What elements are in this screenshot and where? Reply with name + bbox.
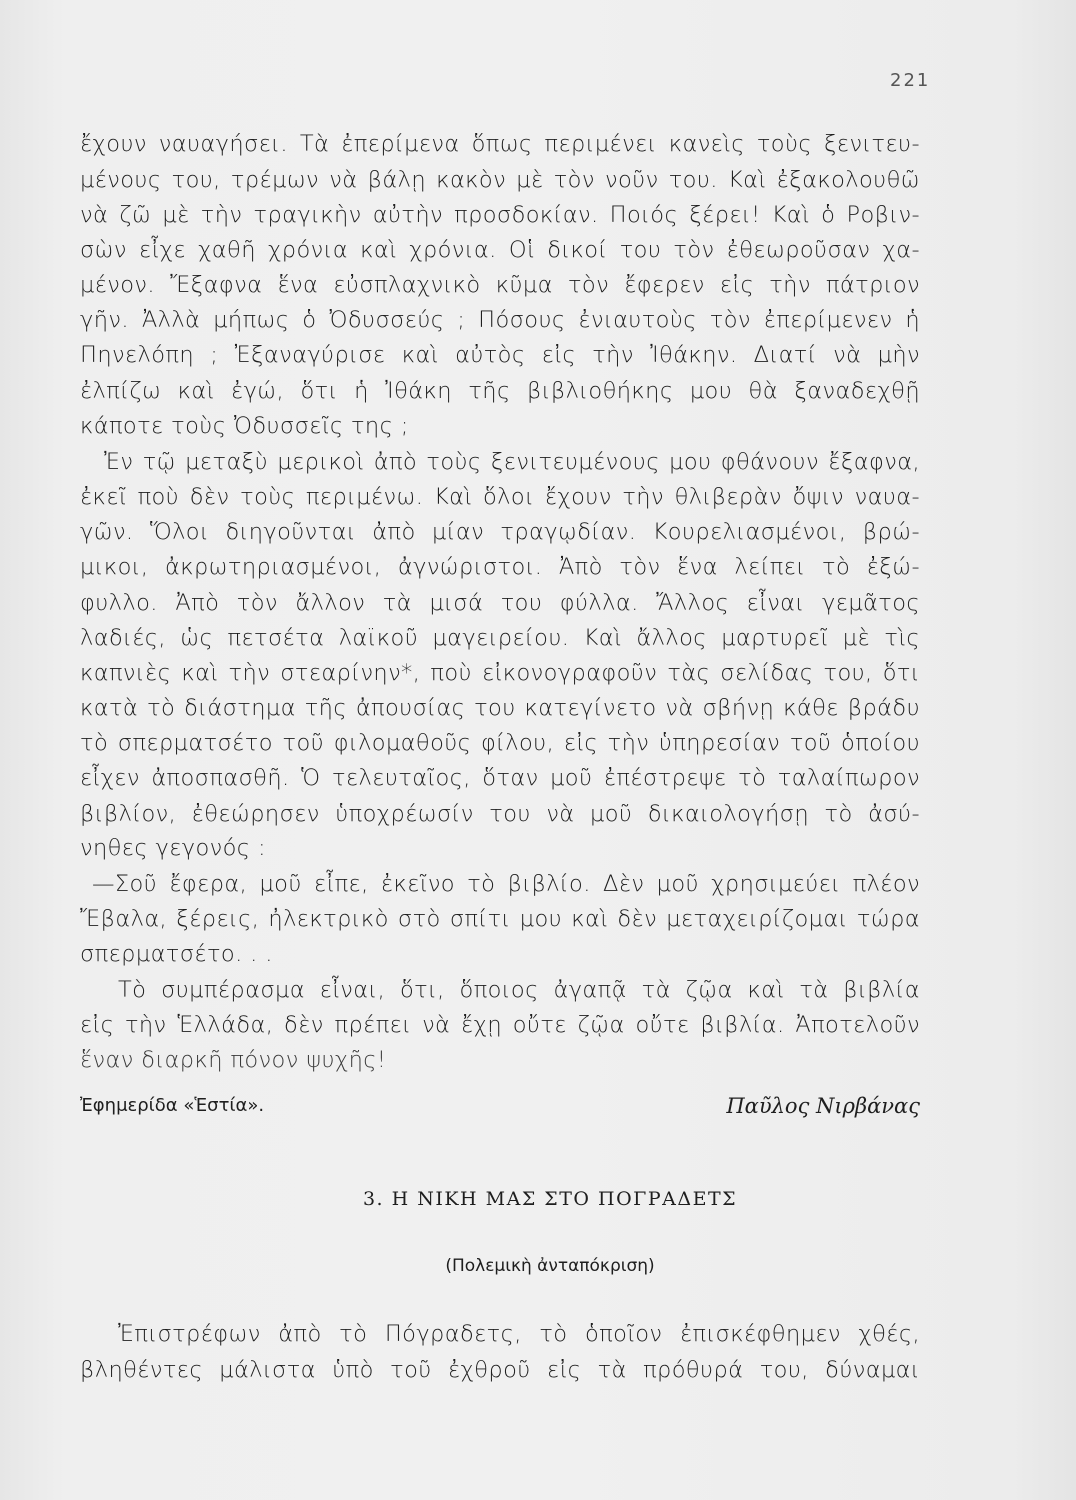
attribution-row	[80, 1090, 920, 1122]
text-line: μένον. Ἔξαφνα ἕνα εὐσπλαχνικὸ κῦμα τὸν ἔφερεν εἰς τὴν πάτριον	[80, 272, 920, 298]
text-line: γῆν. Ἀλλὰ μήπως ὁ Ὀδυσσεύς ; Πόσους ἐνιαυτοὺς τὸν ἐπερίμενεν ἡ	[80, 307, 920, 333]
text-line: ἐλπίζω καὶ ἐγώ, ὅτι ἡ Ἰθάκη τῆς βιβλιοθήκης μου θὰ ξαναδεχθῇ	[80, 378, 920, 404]
text-line: ἔχουν ναυαγήσει. Τὰ ἐπερίμενα ὅπως περιμένει κανεὶς τοὺς ξενιτευ-	[80, 131, 920, 157]
text-line: φυλλο. Ἀπὸ τὸν ἄλλον τὰ μισά του φύλλα. Ἄλλος εἶναι γεμᾶτος	[80, 590, 920, 616]
text-line: —Σοῦ ἔφερα, μοῦ εἶπε, ἐκεῖνο τὸ βιβλίο. Δὲν μοῦ χρησιμεύει πλέον	[92, 871, 920, 897]
text-line: Ἐπιστρέφων ἀπὸ τὸ Πόγραδετς, τὸ ὁποῖον ἐπισκέφθημεν χθές,	[118, 1321, 920, 1347]
text-line: ἕναν διαρκῆ πόνον ψυχῆς!	[80, 1047, 387, 1073]
section-heading: 3. Η ΝΙΚΗ ΜΑΣ ΣΤΟ ΠΟΓΡΑΔΕΤΣ	[362, 1188, 738, 1210]
author-name: Παῦλος Νιρβάνας	[726, 1094, 920, 1118]
text-line: μένους του, τρέμων νὰ βάλῃ κακὸν μὲ τὸν νοῦν του. Καὶ ἐξακολουθῶ	[80, 167, 920, 193]
text-line: γῶν. Ὅλοι διηγοῦνται ἀπὸ μίαν τραγῳδίαν. Κουρελιασμένοι, βρώ-	[80, 519, 920, 545]
text-line: ἐκεῖ ποὺ δὲν τοὺς περιμένω. Καὶ ὅλοι ἔχουν τὴν θλιβερὰν ὄψιν ναυα-	[80, 484, 920, 510]
text-line: κατὰ τὸ διάστημα τῆς ἀπουσίας του κατεγίνετο νὰ σβήνῃ κάθε βράδυ	[80, 695, 920, 721]
text-line: εἰς τὴν Ἑλλάδα, δὲν πρέπει νὰ ἔχῃ οὔτε ζῷα οὔτε βιβλία. Ἀποτελοῦν	[80, 1012, 920, 1038]
source-citation: Ἐφημερίδα «Ἑστία».	[80, 1095, 265, 1116]
text-line: κάποτε τοὺς Ὀδυσσεῖς της ;	[80, 413, 409, 439]
text-line: τὸ σπερματσέτο τοῦ φιλομαθοῦς φίλου, εἰς τὴν ὑπηρεσίαν τοῦ ὁποίου	[80, 730, 920, 756]
text-line: Ἔβαλα, ξέρεις, ἠλεκτρικὸ στὸ σπίτι μου καὶ δὲν μεταχειρίζομαι τώρα	[80, 906, 920, 932]
text-line: σπερματσέτο. . .	[80, 941, 273, 967]
section-subheading: (Πολεμικὴ ἀνταπόκριση)	[445, 1256, 655, 1276]
text-line: εἶχεν ἀποσπασθῆ. Ὁ τελευταῖος, ὅταν μοῦ ἐπέστρεψε τὸ ταλαίπωρον	[80, 765, 920, 791]
text-line: λαδιές, ὡς πετσέτα λαϊκοῦ μαγειρείου. Καὶ ἄλλος μαρτυρεῖ μὲ τὶς	[80, 625, 920, 651]
text-line: μικοι, ἀκρωτηριασμένοι, ἀγνώριστοι. Ἀπὸ τὸν ἕνα λείπει τὸ ἐξώ-	[80, 554, 920, 580]
text-line: Πηνελόπη ; Ἐξαναγύρισε καὶ αὐτὸς εἰς τὴν Ἰθάκην. Διατί νὰ μὴν	[80, 342, 920, 368]
text-line: Τὸ συμπέρασμα εἶναι, ὅτι, ὅποιος ἀγαπᾷ τὰ ζῷα καὶ τὰ βιβλία	[118, 977, 920, 1003]
page-number: 221	[890, 70, 931, 91]
text-line: νὰ ζῶ μὲ τὴν τραγικὴν αὐτὴν προσδοκίαν. Ποιός ξέρει! Καὶ ὁ Ροβιν-	[80, 202, 920, 228]
text-line: Ἐν τῷ μεταξὺ μερικοὶ ἀπὸ τοὺς ξενιτευμένους μου φθάνουν ἔξαφνα,	[104, 449, 920, 475]
text-line: βληθέντες μάλιστα ὑπὸ τοῦ ἐχθροῦ εἰς τὰ πρόθυρά του, δύναμαι	[80, 1357, 920, 1383]
text-line: καπνιὲς καὶ τὴν στεαρίνην*, ποὺ εἰκονογραφοῦν τὰς σελίδας του, ὅτι	[80, 660, 920, 686]
text-line: νηθες γεγονός :	[80, 835, 266, 861]
text-line: σὼν εἶχε χαθῆ χρόνια καὶ χρόνια. Οἱ δικοί του τὸν ἐθεωροῦσαν χα-	[80, 237, 920, 263]
text-line: βιβλίον, ἐθεώρησεν ὑποχρέωσίν του νὰ μοῦ δικαιολογήσῃ τὸ ἀσύ-	[80, 801, 920, 827]
